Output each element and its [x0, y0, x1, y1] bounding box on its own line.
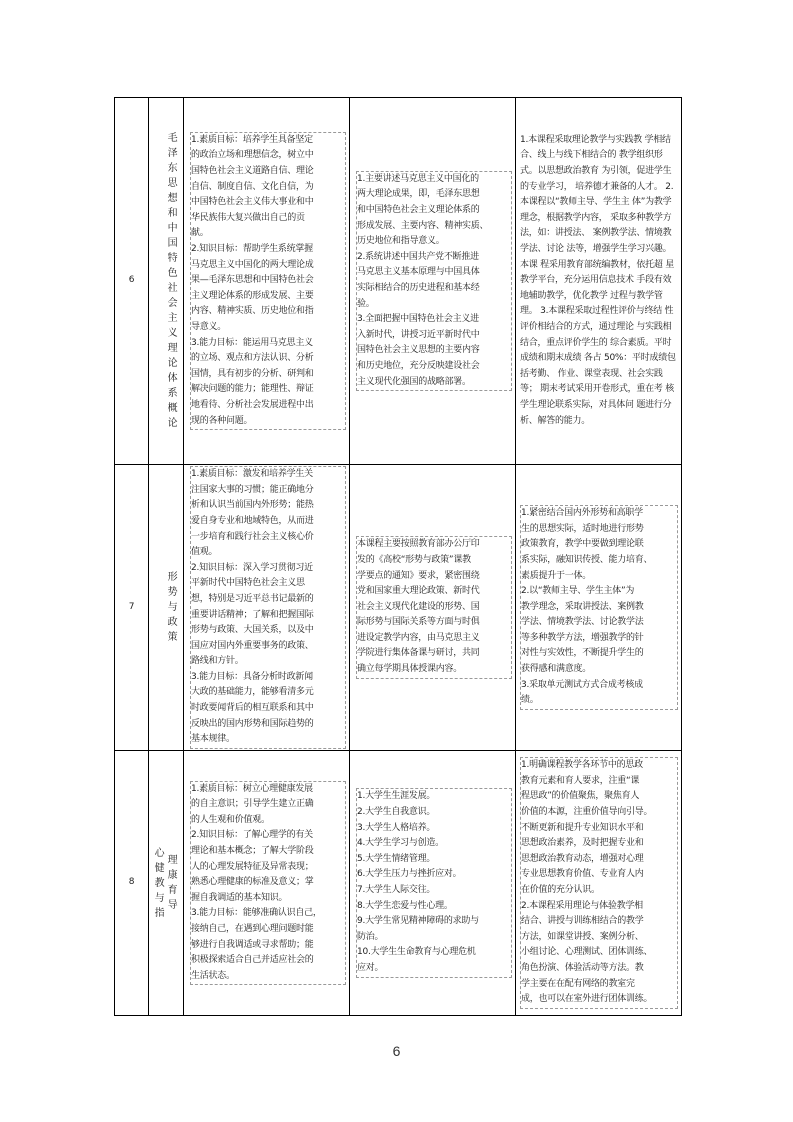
- table-row: [115, 98, 682, 465]
- course-content: [350, 98, 516, 465]
- course-methods: [516, 751, 682, 1016]
- course-number: 7: [115, 465, 149, 751]
- course-goals-text: 1.素质目标：培养学生具备坚定 的政治立场和理想信念，树立中 国特色社会主义道路自信、理论 自信、制度自信、文化自信，为 中国特色社会主义伟大事业和中 华民族伟大复兴做出自己的贡 献。 2.知识目标：帮助学生系统掌握 马克思主义中国化的两大理论成 果—毛泽东思想和中国特色社会 主义理论体系的形成发展、主要 内容、精神实质、历史地位和指 导意义。 3.能力目标：能运用马克思主义 的立场、观点和方法认识、分析 国情，具有初步的分析、研判和 解决问题的能力；能理性、辩证 地看待、分析社会发展进程中出 现的各种问题。: [190, 132, 346, 430]
- course-goals-text: 1.素质目标：树立心理健康发展 的自主意识；引导学生建立正确 的人生观和价值观。 2.知识目标：了解心理学的有关 理论和基本概念；了解大学阶段 人的心理发展特征及异常表现； 熟悉心理健康的标准及意义；掌 握自我调适的基本知识。 3.能力目标：能够准确认识自己， 接纳自己，在遇到心理问题时能 够进行自我调适或寻求帮助；能 积极探索适合自己并适应社会的 生活状态。: [190, 781, 346, 986]
- course-content-text: 1.大学生生涯发展。 2.大学生自我意识。 3.大学生人格培养。 4.大学生学习与创造。 5.大学生情绪管理。 6.大学生压力与挫折应对。 7.大学生人际交往。 8.大学生恋爱与性心理。 9.大学生常见精神障碍的求助与 防治。 10.大学生生命教育与心理危机 应对。: [356, 788, 512, 977]
- course-name: [149, 465, 184, 751]
- course-name: [149, 751, 184, 1016]
- course-name-column: 心 健 教 与 指: [154, 847, 165, 919]
- course-methods: 1.本课程采取理论教学与实践教 学相结合、线上与线下相结合的 教学组织形式。以思想政治教育 为引领，促进学生的专业学习， 培养德才兼备的人才。 2.本课程以“教师主导、学生主 体”为教学理念，根据教学内容， 采取多种教学方法，如：讲授法、 案例教学法、情境教学法、讨论 法等，增强学生学习兴趣。本课 程采用教育部统编教材，依托超 星教学平台，充分运用信息技术 手段有效地辅助教学，优化教学 过程与教学管理。 3.本课程采取过程性评价与终结 性评价相结合的方式，通过理论 与实践相结合，重点评价学生的 综合素质。平时成绩和期末成绩 各占 50%：平时成绩包括考勤、 作业、课堂表现、社会实践等； 期末考试采用开卷形式，重在考 核学生理论联系实际，对具体问 题进行分析、解答的能力。: [516, 98, 682, 465]
- course-methods: [516, 465, 682, 751]
- course-goals: [184, 98, 350, 465]
- page-number: 6: [392, 1043, 401, 1059]
- course-goals: [184, 465, 350, 751]
- table-row: [115, 751, 682, 1016]
- course-methods-text: 1.紧密结合国内外形势和高职学 生的思想实际，适时地进行形势 政策教育，教学中要做到理论联 系实际，融知识传授、能力培育、 素质提升于一体。 2.以“教师主导、学生主体”为 教学理念，采取讲授法、案例教 学法、情境教学法、讨论教学法 等多种教学方法，增强教学的针 对性与实效性，不断提升学生的 获得感和满意度。 3.采取单元测试方式合成考核成 绩。: [520, 505, 678, 710]
- course-number: 8: [115, 751, 149, 1016]
- course-content-text: 本课程主要按照教育部办公厅印 发的《高校“形势与政策”课教 学要点的通知》要求，紧密围绕 党和国家重大理论政策、新时代 社会主义现代化建设的形势、国 际形势与国际关系等方面与时俱 进设定教学内容，由马克思主义 学院进行集体备课与研讨，共同 确立每学期具体授课内容。: [356, 536, 512, 678]
- course-goals: [184, 751, 350, 1016]
- course-content: [350, 751, 516, 1016]
- course-name-column: 形 势 与 政 策: [167, 572, 178, 643]
- course-name-column: 理 康 育 导: [167, 855, 178, 911]
- course-content: [350, 465, 516, 751]
- course-name: [149, 98, 184, 465]
- course-name-column: 毛 泽 东 思 想 和 中 国 特 色 社 会 主 义 理 论 体 系 概 论: [167, 133, 178, 429]
- table-row: [115, 465, 682, 751]
- course-number: 6: [115, 98, 149, 465]
- course-table: [114, 97, 682, 1016]
- course-goals-text: 1.素质目标：激发和培养学生关 注国家大事的习惯；能正确地分 析和认识当前国内外形势；能热 爱自身专业和地域特色，从而进 一步培育和践行社会主义核心价 值观。 2.知识目标：深入学习贯彻习近 平新时代中国特色社会主义思 想，特别是习近平总书记最新的 重要讲话精神；了解和把握国际 形势与政策、大国关系，以及中 国应对国内外重要事务的政策、 路线和方针。 3.能力目标：具备分析时政新闻 大政的基础能力，能够看清多元 时政要闻背后的相互联系和其中 反映出的国内形势和国际趋势的 基本规律。: [190, 466, 346, 749]
- course-methods-text: 1.明确课程教学各环节中的思政 教育元素和育人要求，注重“课 程思政”的价值聚焦，聚焦育人 价值的本源，注重价值导向引导。 不断更新和提升专业知识水平和 思想政治素养，及时把握专业和 思想政治教育动态，增强对心理 专业思想教育价值、专业育人内 在价值的充分认识。 2.本课程采用理论与体验教学相 结合、讲授与训练相结合的教学 方法，如课堂讲授、案例分析、 小组讨论、心理测试、团体训练、 角色扮演、体验活动等方法。教 学主要在在配有网络的教室完 成，也可以在室外进行团体训练。: [520, 757, 678, 1009]
- course-content-text: 1.主要讲述马克思主义中国化的 两大理论成果，即，毛泽东思想 和中国特色社会主义理论体系的 形成发展、主要内容、精神实质、 历史地位和指导意义。 2.系统讲述中国共产党不断推进 马克思主义基本原理与中国具体 实际相结合的历史进程和基本经 验。 3.全面把握中国特色社会主义进 入新时代，讲授习近平新时代中 国特色社会主义思想的主要内容 和历史地位，充分反映建设社会 主义现代化强国的战略部署。: [356, 171, 512, 391]
